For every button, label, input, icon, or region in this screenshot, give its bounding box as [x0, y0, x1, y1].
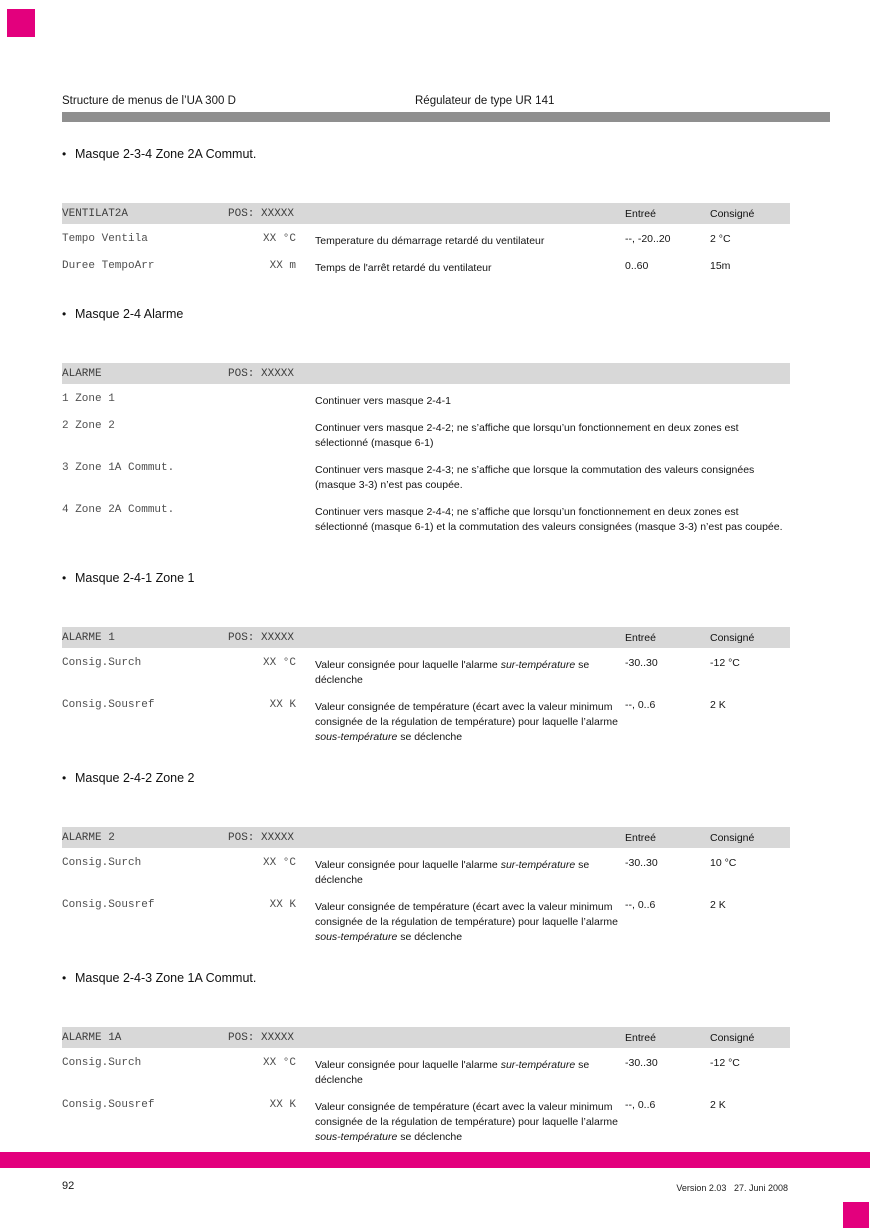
col-consigne: Consigné — [710, 207, 755, 220]
table-row — [62, 1099, 790, 1144]
page-number: 92 — [62, 1180, 75, 1192]
param-unit: XX °C — [262, 1057, 296, 1069]
table-alarme-2 — [62, 827, 790, 956]
col-entree: Entreé — [625, 207, 656, 220]
table-row — [62, 657, 790, 687]
col-consigne: Consigné — [710, 831, 755, 844]
param-name: Consig.Sousref — [62, 899, 155, 911]
param-unit: XX K — [269, 1099, 296, 1111]
running-header-right: Régulateur de type UR 141 — [415, 95, 555, 107]
consigne-value: -12 °C — [710, 1057, 740, 1069]
param-unit: XX °C — [262, 857, 296, 869]
param-name: Consig.Sousref — [62, 1099, 155, 1111]
table-pos: POS: XXXXX — [228, 1031, 295, 1044]
table-row — [62, 1057, 790, 1087]
consigne-value: 15m — [710, 260, 731, 272]
table-row — [62, 420, 790, 450]
col-consigne: Consigné — [710, 631, 755, 644]
table-row — [62, 857, 790, 887]
bullet-icon: • — [62, 571, 67, 585]
running-header — [62, 95, 830, 108]
consigne-value: -12 °C — [710, 657, 740, 669]
section-heading — [62, 147, 256, 162]
table-header-band — [62, 1027, 790, 1048]
entree-value: -30..30 — [625, 857, 658, 869]
table-rows — [62, 224, 790, 275]
table-pos: POS: XXXXX — [228, 207, 295, 220]
table-alarme-1 — [62, 627, 790, 756]
menu-description: Continuer vers masque 2-4-2; ne s’affiche que lorsqu’un fonctionnement en deux zones est sélectionné (masque 6-1) — [315, 422, 739, 449]
table-row — [62, 462, 790, 492]
param-description: Temps de l'arrêt retardé du ventilateur — [315, 262, 492, 274]
entree-value: --, 0..6 — [625, 899, 656, 911]
menu-item: 2 Zone 2 — [62, 420, 115, 432]
entree-value: -30..30 — [625, 657, 658, 669]
table-rows — [62, 1048, 790, 1144]
table-row — [62, 393, 790, 408]
param-description: Valeur consignée de température (écart avec la valeur minimum consignée de la régulation de température) pour laquelle l’alarme sous-température se déclenche — [315, 1101, 618, 1143]
param-unit: XX m — [269, 260, 296, 272]
param-name: Tempo Ventila — [62, 233, 148, 245]
table-row — [62, 260, 790, 275]
param-description: Valeur consignée pour laquelle l'alarme sur-température se déclenche — [315, 1059, 590, 1086]
table-pos: POS: XXXXX — [228, 831, 295, 844]
table-alarme-1a — [62, 1027, 790, 1156]
table-name: ALARME 1A — [62, 1031, 122, 1044]
bullet-icon: • — [62, 971, 67, 985]
table-rows — [62, 648, 790, 744]
menu-item: 4 Zone 2A Commut. — [62, 504, 175, 516]
param-unit: XX °C — [262, 233, 296, 245]
section-heading-text: Masque 2-4-1 Zone 1 — [75, 571, 195, 585]
section-heading — [62, 571, 195, 586]
param-description: Valeur consignée de température (écart avec la valeur minimum consignée de la régulation de température) pour laquelle l’alarme sous-température se déclenche — [315, 901, 618, 943]
table-alarme — [62, 363, 790, 546]
section-heading — [62, 307, 183, 322]
table-row — [62, 233, 790, 248]
entree-value: --, 0..6 — [625, 699, 656, 711]
consigne-value: 2 K — [710, 1099, 726, 1111]
table-name: ALARME 2 — [62, 831, 115, 844]
entree-value: --, 0..6 — [625, 1099, 656, 1111]
col-entree: Entreé — [625, 631, 656, 644]
param-name: Consig.Surch — [62, 1057, 142, 1069]
table-header-band — [62, 627, 790, 648]
section-heading-text: Masque 2-3-4 Zone 2A Commut. — [75, 147, 257, 161]
table-row — [62, 699, 790, 744]
param-unit: XX K — [269, 699, 296, 711]
table-name: ALARME — [62, 367, 102, 380]
col-consigne: Consigné — [710, 1031, 755, 1044]
param-name: Consig.Surch — [62, 857, 142, 869]
section-heading — [62, 971, 256, 986]
param-description: Valeur consignée de température (écart avec la valeur minimum consignée de la régulation de température) pour laquelle l’alarme sous-température se déclenche — [315, 701, 618, 743]
table-rows — [62, 384, 790, 534]
header-rule — [62, 112, 830, 122]
param-name: Consig.Sousref — [62, 699, 155, 711]
table-row — [62, 504, 790, 534]
consigne-value: 2 °C — [710, 233, 731, 245]
bullet-icon: • — [62, 147, 67, 161]
bullet-icon: • — [62, 307, 67, 321]
section-heading — [62, 771, 195, 786]
entree-value: 0..60 — [625, 260, 649, 272]
brand-square-bottom-right — [843, 1202, 869, 1228]
menu-item: 1 Zone 1 — [62, 393, 115, 405]
table-header-band — [62, 363, 790, 384]
consigne-value: 10 °C — [710, 857, 737, 869]
table-pos: POS: XXXXX — [228, 367, 295, 380]
param-description: Temperature du démarrage retardé du ventilateur — [315, 235, 545, 247]
table-row — [62, 899, 790, 944]
entree-value: -30..30 — [625, 1057, 658, 1069]
menu-description: Continuer vers masque 2-4-1 — [315, 395, 451, 407]
section-heading-text: Masque 2-4-3 Zone 1A Commut. — [75, 971, 257, 985]
param-name: Duree TempoArr — [62, 260, 155, 272]
param-unit: XX K — [269, 899, 296, 911]
footer-accent-bar — [0, 1152, 870, 1168]
section-heading-text: Masque 2-4-2 Zone 2 — [75, 771, 195, 785]
table-ventilat2a — [62, 203, 790, 287]
menu-item: 3 Zone 1A Commut. — [62, 462, 175, 474]
table-header-band — [62, 203, 790, 224]
param-name: Consig.Surch — [62, 657, 142, 669]
table-rows — [62, 848, 790, 944]
running-header-left: Structure de menus de l’UA 300 D — [62, 95, 236, 107]
brand-square-top-left — [7, 9, 35, 37]
consigne-value: 2 K — [710, 899, 726, 911]
param-description: Valeur consignée pour laquelle l'alarme sur-température se déclenche — [315, 859, 590, 886]
menu-description: Continuer vers masque 2-4-3; ne s’affiche que lorsque la commutation des valeurs consignées (masque 3-3) n’est pas coupée. — [315, 464, 755, 491]
table-name: VENTILAT2A — [62, 207, 129, 220]
section-heading-text: Masque 2-4 Alarme — [75, 307, 184, 321]
menu-description: Continuer vers masque 2-4-4; ne s’affiche que lorsqu’un fonctionnement en deux zones est sélectionné (masque 6-1) et la commutation des valeurs consignées (masque 3-3) n’est pas coupée. — [315, 506, 783, 533]
version-text: Version 2.03 27. Juni 2008 — [676, 1183, 788, 1193]
consigne-value: 2 K — [710, 699, 726, 711]
bullet-icon: • — [62, 771, 67, 785]
entree-value: --, -20..20 — [625, 233, 671, 245]
table-name: ALARME 1 — [62, 631, 115, 644]
param-description: Valeur consignée pour laquelle l'alarme sur-température se déclenche — [315, 659, 590, 686]
table-pos: POS: XXXXX — [228, 631, 295, 644]
col-entree: Entreé — [625, 1031, 656, 1044]
table-header-band — [62, 827, 790, 848]
col-entree: Entreé — [625, 831, 656, 844]
param-unit: XX °C — [262, 657, 296, 669]
